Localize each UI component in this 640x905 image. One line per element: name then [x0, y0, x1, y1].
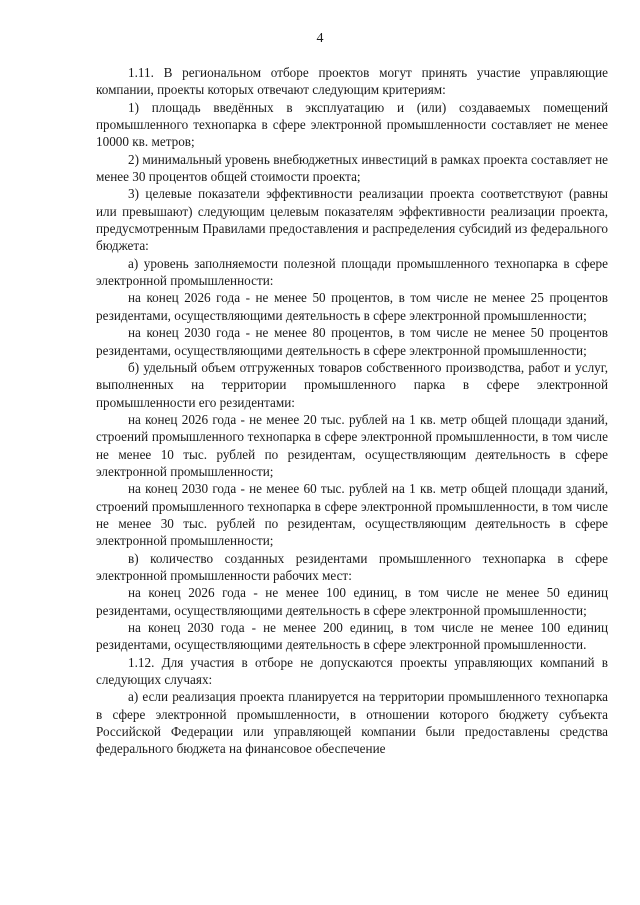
indicator-v: в) количество созданных резидентами промышленного технопарка в сфере электронной промышленности рабочих мест: [96, 550, 608, 583]
criterion-3: 3) целевые показатели эффективности реализации проекта соответствуют (равны или превышают) следующим целевым показателям эффективности реализации проекта, предусмотренным Правилами предоставления и распределения субсидий из федерального бюджета: [96, 186, 608, 254]
exclusion-a: а) если реализация проекта планируется на территории промышленного технопарка в сфере электронной промышленности, в отношении которого бюджету субъекта Российской Федерации или управляющей компании были предоставлены средства федерального бюджета на финансовое обеспечение [96, 689, 608, 757]
indicator-a-2026: на конец 2026 года - не менее 50 процентов, в том числе не менее 25 процентов резидентами, осуществляющими деятельность в сфере электронной промышленности; [96, 290, 608, 323]
indicator-v-2026: на конец 2026 года - не менее 100 единиц, в том числе не менее 50 единиц резидентами, осуществляющими деятельность в сфере электронной промышленности; [96, 585, 608, 618]
criterion-2: 2) минимальный уровень внебюджетных инвестиций в рамках проекта составляет не менее 30 процентов общей стоимости проекта; [96, 151, 608, 185]
indicator-b-2026: на конец 2026 года - не менее 20 тыс. рублей на 1 кв. метр общей площади зданий, строений промышленного технопарка в сфере электронной промышленности, в том числе не менее 10 тыс. рублей по резидентам, осуществляющим деятельность в сфере электронной промышленности; [96, 411, 608, 479]
indicator-v-2030: на конец 2030 года - не менее 200 единиц, в том числе не менее 100 единиц резидентами, осуществляющими деятельность в сфере электронной промышленности. [96, 620, 608, 653]
paragraph-1-12: 1.12. Для участия в отборе не допускаются проекты управляющих компаний в следующих случаях: [96, 654, 608, 688]
indicator-b: б) удельный объем отгруженных товаров собственного производства, работ и услуг, выполненных на территории промышленного парка в сфере электронной промышленности его резидентами: [96, 359, 608, 410]
criterion-1: 1) площадь введённых в эксплуатацию и (или) создаваемых помещений промышленного технопарка в сфере электронной промышленности составляет не менее 10000 кв. метров; [96, 99, 608, 150]
indicator-b-2030: на конец 2030 года - не менее 60 тыс. рублей на 1 кв. метр общей площади зданий, строений промышленного технопарка в сфере электронной промышленности, в том числе не менее 30 тыс. рублей по резидентам, осуществляющим деятельность в сфере электронной промышленности; [96, 481, 608, 549]
indicator-a: а) уровень заполняемости полезной площади промышленного технопарка в сфере электронной промышленности: [96, 255, 608, 289]
paragraph-1-11: 1.11. В региональном отборе проектов могут принять участие управляющие компании, проекты которых отвечают следующим критериям: [96, 65, 608, 98]
page-number: 4 [316, 31, 324, 46]
document-body [96, 64, 608, 758]
indicator-a-2030: на конец 2030 года - не менее 80 процентов, в том числе не менее 50 процентов резидентами, осуществляющими деятельность в сфере электронной промышленности; [96, 325, 608, 358]
